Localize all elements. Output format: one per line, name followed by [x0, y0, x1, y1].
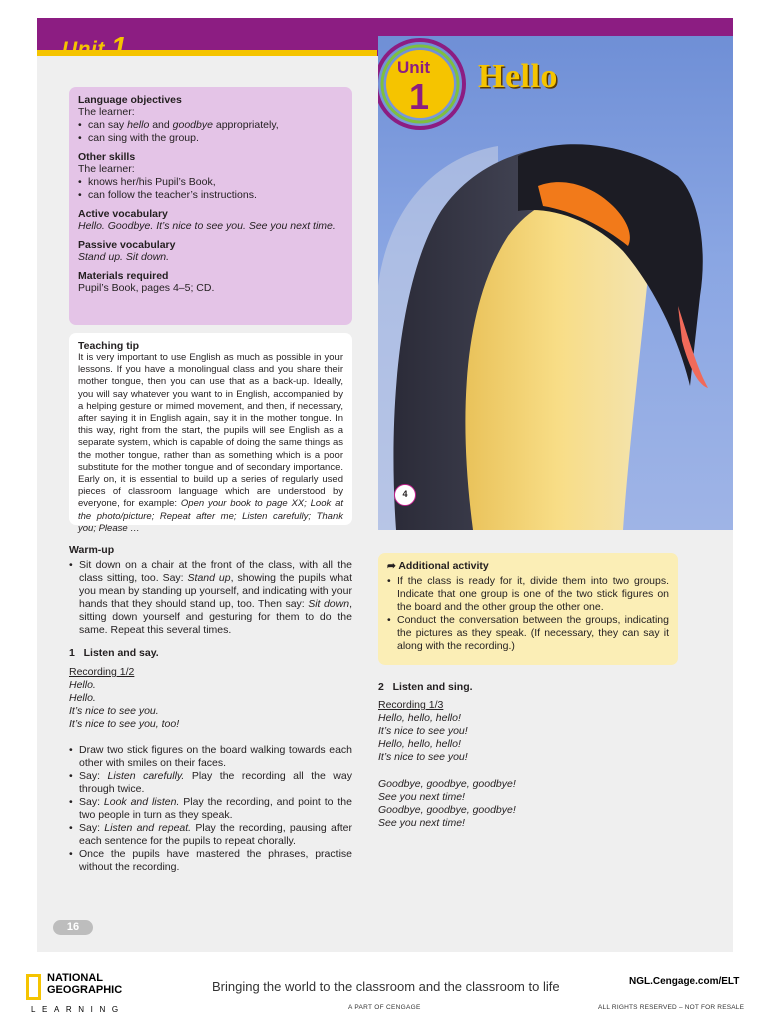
warmup-heading: Warm-up — [69, 544, 115, 556]
footer-url[interactable]: NGL.Cengage.com/ELT — [629, 976, 740, 987]
list-item: • Sit down on a chair at the front of the class, with all the class sitting, too. Say: Stand up, showing the pupils what you mean by standing up yourself, and indicating with your hands that they should stand up, too. Then say: Sit down, sitting down yourself and gesturing for them to do the same. Repeat this several times. — [69, 559, 352, 637]
list-item: • knows her/his Pupil’s Book, — [78, 176, 343, 189]
pupil-page-title: Hello — [478, 58, 558, 95]
activity1-line: Hello. — [69, 679, 96, 691]
objectives-panel — [69, 87, 352, 325]
list-item: • can follow the teacher’s instructions. — [78, 189, 343, 202]
activity1-line: It’s nice to see you. — [69, 705, 159, 717]
list-item: • Say: Look and listen. Play the recording, and point to the two people in turn as they speak. — [69, 796, 352, 822]
song-line: Goodbye, goodbye, goodbye! — [378, 778, 516, 790]
activity1-line: It’s nice to see you, too! — [69, 718, 180, 730]
song-line: It’s nice to see you! — [378, 725, 468, 737]
song-line: See you next time! — [378, 817, 465, 829]
active-vocab-text: Hello. Goodbye. It’s nice to see you. See you next time. — [78, 220, 336, 232]
activity1-heading: 1 Listen and say. — [69, 647, 159, 659]
other-skills-heading: Other skills — [78, 151, 136, 163]
footer-tagline: Bringing the world to the classroom and the classroom to life — [212, 979, 560, 994]
arrow-icon: ➦ — [387, 560, 396, 572]
badge-unit-number: 1 — [409, 76, 430, 117]
song-line: Goodbye, goodbye, goodbye! — [378, 804, 516, 816]
warmup-list — [69, 559, 352, 637]
passive-vocab-heading: Passive vocabulary — [78, 239, 176, 251]
footer-rights: ALL RIGHTS RESERVED – NOT FOR RESALE — [598, 1004, 745, 1011]
activity2-heading: 2 Listen and sing. — [378, 681, 473, 693]
unit-heading: Unit 1 — [62, 31, 128, 62]
language-lead: The learner: — [78, 106, 135, 118]
list-item: • can say hello and goodbye appropriately, — [78, 119, 343, 132]
badge-unit-word: Unit — [397, 58, 431, 77]
activity1-steps — [69, 744, 352, 874]
teaching-tip-body: It is very important to use English as much as possible in your lessons. If you have a monolingual class and you share their mother tongue, then you can use that as a back-up. Ideally, you will say whatever you want to in English, accompanied by a helping gesture or mimed movement, and then, if necessary, after saying it in English again, say it in the mother tongue. In this way, right from the start, the pupils will see English as a separate system, which is capable of doing the same things as the mother tongue, rather than as something which is a poor substitute for the mother tongue and of secondary importance. Early on, it is essential to build up a series of regularly used pieces of classroom language which are understood by everyone, for example: Open your book to page XX; Look at the photo/picture; Repeat after me; Listen carefully; Thank you; Please … — [78, 352, 343, 534]
activity1-recording: Recording 1/2 — [69, 666, 135, 678]
materials-heading: Materials required — [78, 270, 169, 282]
language-objectives-heading: Language objectives — [78, 94, 182, 106]
song-line: Hello, hello, hello! — [378, 738, 461, 750]
activity1-line: Hello. — [69, 692, 96, 704]
language-list — [78, 119, 343, 145]
materials-text: Pupil’s Book, pages 4–5; CD. — [78, 282, 215, 294]
additional-activity-panel — [378, 553, 678, 665]
additional-activity-heading: ➦ Additional activity — [387, 560, 489, 572]
passive-vocab-text: Stand up. Sit down. — [78, 251, 170, 263]
list-item: • Once the pupils have mastered the phrases, practise without the recording. — [69, 848, 352, 874]
activity2-recording: Recording 1/3 — [378, 699, 444, 711]
song-line: Hello, hello, hello! — [378, 712, 461, 724]
list-item: • Draw two stick figures on the board walking towards each other with smiles on their faces. — [69, 744, 352, 770]
list-item: • Say: Listen carefully. Play the recording all the way through twice. — [69, 770, 352, 796]
additional-activity-list — [387, 575, 669, 653]
song-line: It’s nice to see you! — [378, 751, 468, 763]
song-line: See you next time! — [378, 791, 465, 803]
footer-cengage: A PART OF CENGAGE — [348, 1004, 421, 1011]
national-geographic-logo: NATIONAL GEOGRAPHIC LEARNING — [26, 972, 146, 1016]
teaching-tip-heading: Teaching tip — [78, 340, 140, 352]
list-item: • Conduct the conversation between the groups, indicating the pictures as they speak. (If necessary, they can say it along with the recording.) — [387, 614, 669, 653]
left-column — [69, 544, 352, 874]
teaching-tip-panel — [69, 333, 352, 534]
page-number: 16 — [53, 920, 93, 935]
other-skills-list — [78, 176, 343, 202]
list-item: • Say: Listen and repeat. Play the recording, pausing after each sentence for the pupils to repeat chorally. — [69, 822, 352, 848]
list-item: • If the class is ready for it, divide them into two groups. Indicate that one group is one of the two stick figures on the board and the other group the other one. — [387, 575, 669, 614]
active-vocab-heading: Active vocabulary — [78, 208, 168, 220]
pupil-page-number: 4 — [394, 484, 416, 506]
yellow-border-icon — [26, 974, 41, 1000]
other-lead: The learner: — [78, 163, 135, 175]
right-column — [378, 681, 678, 830]
list-item: • can sing with the group. — [78, 132, 343, 145]
